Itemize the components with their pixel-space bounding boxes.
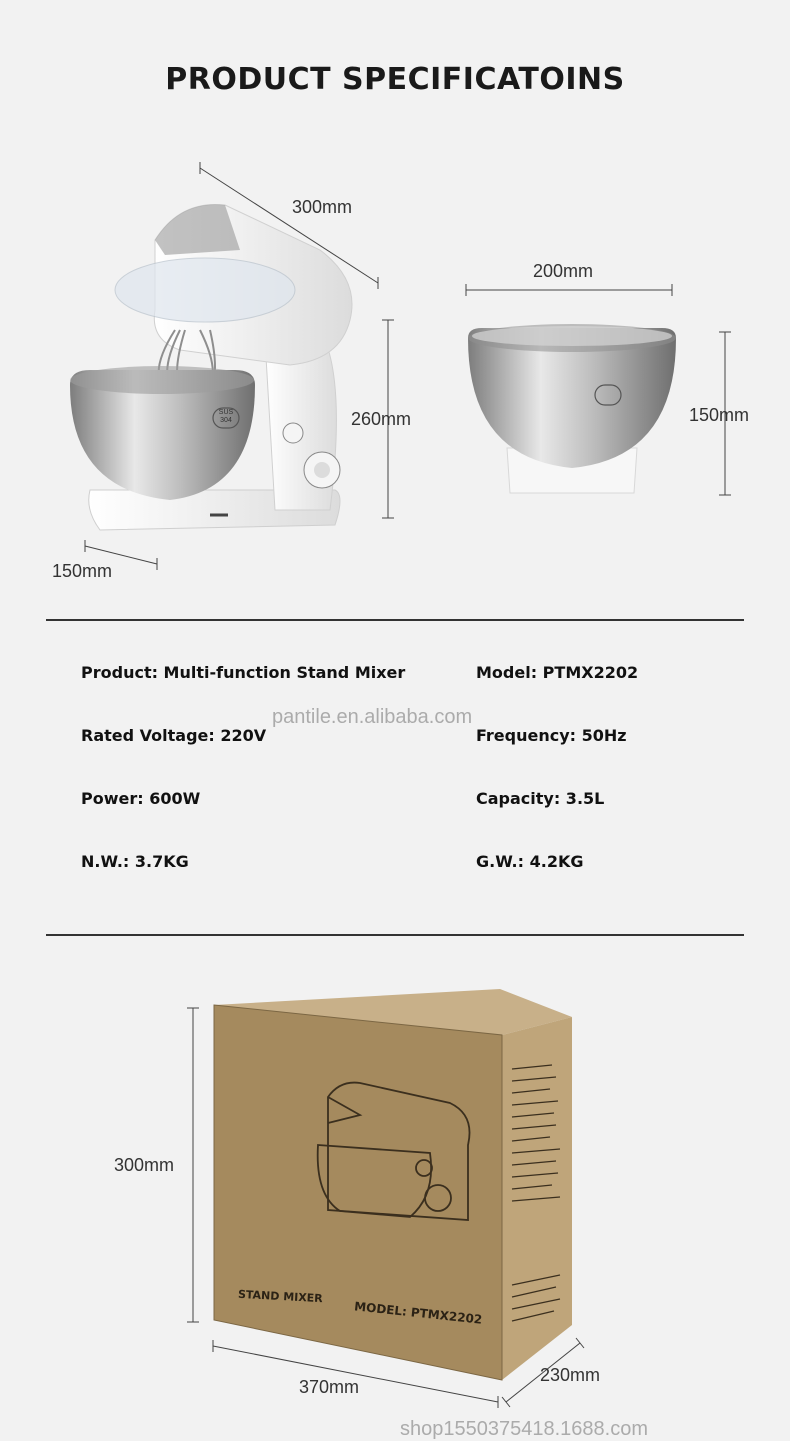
mixer-height-label: 260mm <box>351 409 412 429</box>
bowl-width-label: 200mm <box>533 261 594 281</box>
footer-watermark: shop1550375418.1688.com <box>400 1418 648 1440</box>
watermark-text: pantile.en.alibaba.com <box>272 706 473 728</box>
box-height-label: 300mm <box>114 1155 175 1175</box>
sus-badge-text: SUS <box>218 409 234 416</box>
spec-net-weight: N.W.: 3.7KG <box>81 852 189 871</box>
bowl-height-label: 150mm <box>689 405 750 425</box>
spec-capacity: Capacity: 3.5L <box>476 789 605 808</box>
page-title: PRODUCT SPECIFICATOINS <box>165 62 625 97</box>
box-label-model: MODEL: PTMX2202 <box>353 1299 483 1327</box>
spec-gross-weight: G.W.: 4.2KG <box>476 852 584 871</box>
box-width-label: 370mm <box>299 1377 360 1397</box>
sus-badge-number: 304 <box>220 417 232 424</box>
spec-voltage: Rated Voltage: 220V <box>81 726 267 745</box>
mixer-length-label: 300mm <box>292 197 353 217</box>
spec-model: Model: PTMX2202 <box>476 663 639 682</box>
mixer-depth-label: 150mm <box>52 561 113 581</box>
box-depth-label: 230mm <box>540 1365 601 1385</box>
spec-frequency: Frequency: 50Hz <box>476 726 627 745</box>
spec-power: Power: 600W <box>81 789 201 808</box>
spec-product: Product: Multi-function Stand Mixer <box>81 663 406 682</box>
box-label-name: STAND MIXER <box>237 1287 324 1306</box>
